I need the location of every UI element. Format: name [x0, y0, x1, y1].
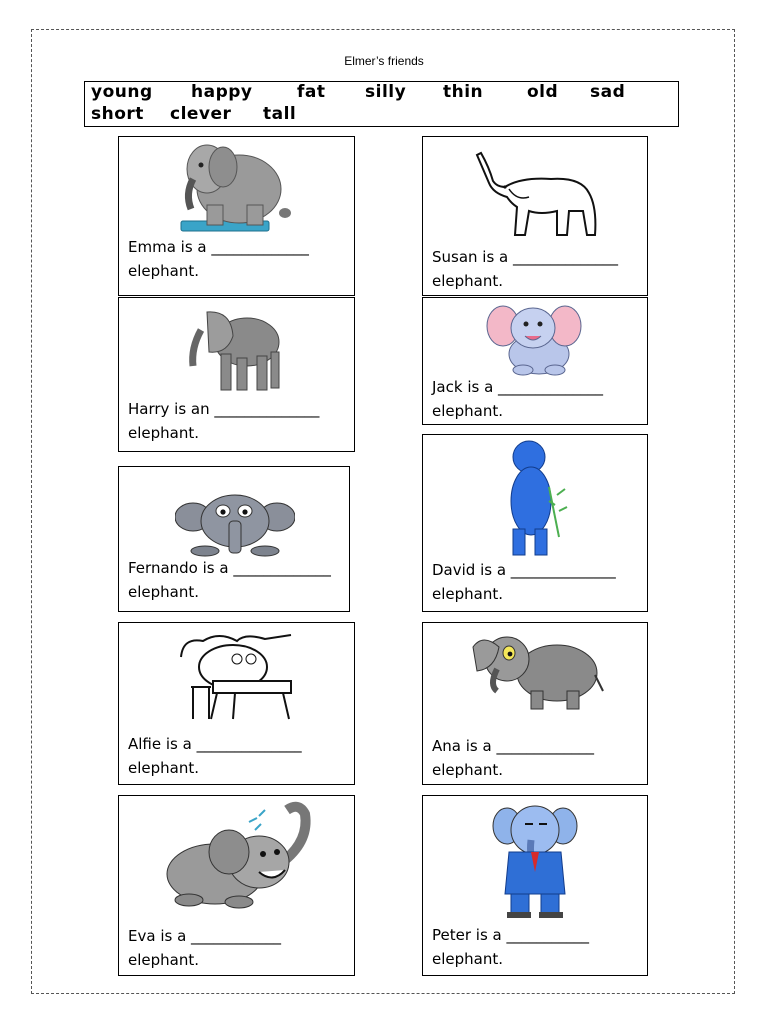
card-ending: elephant. [128, 759, 200, 777]
card-harry [118, 297, 355, 452]
card-sentence: Susan is a ______________ [432, 248, 619, 266]
card-sentence: Emma is a _____________ [128, 238, 309, 256]
elephant-susan-image [471, 147, 601, 239]
elephant-ana-image [467, 629, 607, 717]
elephant-david-image [501, 437, 571, 559]
card-sentence: David is a ______________ [432, 561, 616, 579]
card-ending: elephant. [128, 583, 200, 601]
card-sentence: Harry is an ______________ [128, 400, 320, 418]
card-ending: elephant. [432, 761, 504, 779]
card-ending: elephant. [432, 402, 504, 420]
card-ending: elephant. [432, 950, 504, 968]
elephant-jack-image [483, 300, 593, 378]
card-jack [422, 297, 648, 425]
word-bank-item: fat [297, 82, 326, 102]
card-david [422, 434, 648, 612]
card-sentence: Eva is a ____________ [128, 927, 282, 945]
card-ending: elephant. [432, 272, 504, 290]
word-bank-item: young [91, 82, 153, 102]
elephant-alfie-image [173, 627, 299, 723]
card-peter [422, 795, 648, 976]
elephant-emma-image [177, 139, 297, 235]
card-ending: elephant. [128, 424, 200, 442]
word-bank-item: silly [365, 82, 407, 102]
word-bank [84, 81, 679, 127]
word-bank-item: old [527, 82, 559, 102]
card-emma [118, 136, 355, 296]
card-ending: elephant. [432, 585, 504, 603]
card-fernando [118, 466, 350, 612]
word-bank-item: tall [263, 104, 297, 124]
card-sentence: Peter is a ___________ [432, 926, 589, 944]
card-sentence: Fernando is a _____________ [128, 559, 331, 577]
card-alfie [118, 622, 355, 785]
card-sentence: Alfie is a ______________ [128, 735, 302, 753]
card-ending: elephant. [128, 951, 200, 969]
word-bank-item: happy [191, 82, 253, 102]
card-ending: elephant. [128, 262, 200, 280]
card-sentence: Ana is a _____________ [432, 737, 594, 755]
elephant-harry-image [187, 300, 287, 396]
card-ana [422, 622, 648, 785]
elephant-fernando-image [175, 491, 295, 557]
word-bank-item: sad [590, 82, 626, 102]
elephant-peter-image [485, 802, 585, 920]
card-susan [422, 136, 648, 296]
word-bank-item: thin [443, 82, 484, 102]
page-title: Elmer’s friends [344, 54, 424, 68]
card-eva [118, 795, 355, 976]
word-bank-item: clever [170, 104, 232, 124]
elephant-eva-image [159, 800, 319, 912]
card-sentence: Jack is a ______________ [432, 378, 604, 396]
word-bank-item: short [91, 104, 144, 124]
